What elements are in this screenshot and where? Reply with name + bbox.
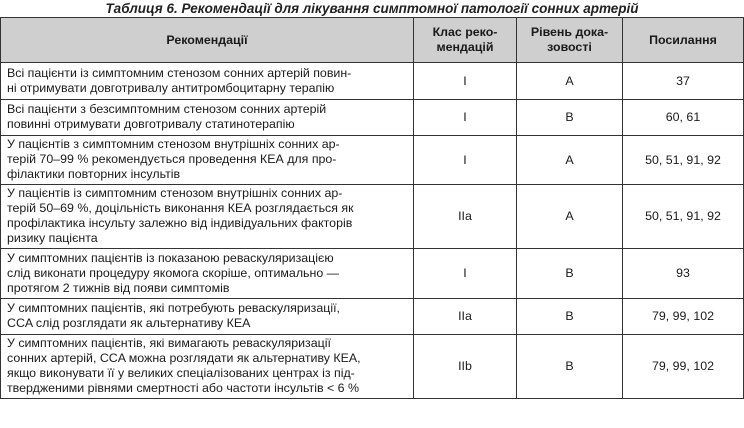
recommendation-class: I <box>414 136 517 185</box>
recommendation-line: ні отримувати довготривалу антитромбоцитарну терапію <box>7 80 335 95</box>
table-caption: Таблиця 6. Рекомендації для лікування симптомної патології сонних артерій <box>105 1 639 16</box>
header-row <box>1 18 744 63</box>
recommendation-line: терій 50–69 %, доцільність виконання КЕА розглядається як <box>7 201 354 215</box>
header-level-line-1: Рівень дока- <box>530 25 609 39</box>
recommendation-text <box>1 136 414 185</box>
evidence-level: B <box>517 335 623 399</box>
header-level <box>517 18 623 63</box>
recommendation-text <box>1 185 414 249</box>
references: 79, 99, 102 <box>623 299 744 335</box>
recommendation-line: У симптомних пацієнтів, які вимагають реваскуляризації <box>7 336 331 350</box>
header-class-line-2: мендацій <box>436 40 494 54</box>
recommendation-text <box>1 249 414 299</box>
evidence-level: B <box>517 299 623 335</box>
recommendation-line: У симптомних пацієнтів із показаною реваскуляризацією <box>7 250 334 265</box>
evidence-level: A <box>517 136 623 185</box>
recommendation-line: якщо виконувати її у великих спеціалізованих центрах із під- <box>7 366 355 380</box>
recommendation-text <box>1 299 414 335</box>
recommendation-line: У симптомних пацієнтів, які потребують реваскуляризації, <box>7 301 340 315</box>
recommendations-table <box>0 17 744 399</box>
header-recommendations: Рекомендації <box>1 18 414 63</box>
table-row <box>1 136 744 185</box>
recommendation-line: Всі пацієнти з безсимптомним стенозом сонних артерій <box>7 102 327 116</box>
evidence-level: B <box>517 249 623 299</box>
table-header <box>1 18 744 63</box>
table-row <box>1 249 744 299</box>
recommendation-text <box>1 335 414 399</box>
recommendation-line: повинні отримувати довготривалу статинотерапію <box>7 117 295 131</box>
recommendation-class: I <box>414 100 517 136</box>
evidence-level: B <box>517 100 623 136</box>
header-class-line-1: Клас реко- <box>432 25 498 39</box>
recommendation-class: I <box>414 249 517 299</box>
table-row <box>1 185 744 249</box>
references: 60, 61 <box>623 100 744 136</box>
recommendation-line: протягом 2 тижнів від появи симптомів <box>7 280 230 295</box>
header-level-line-2: зовості <box>547 40 592 54</box>
table-row <box>1 63 744 100</box>
references: 37 <box>623 63 744 100</box>
recommendation-class: IIa <box>414 185 517 249</box>
recommendation-line: профілактика інсульту залежно від індивідуальних факторів <box>7 216 353 230</box>
references: 50, 51, 91, 92 <box>623 185 744 249</box>
evidence-level: A <box>517 63 623 100</box>
table-row <box>1 100 744 136</box>
table-body <box>1 63 744 399</box>
references: 50, 51, 91, 92 <box>623 136 744 185</box>
recommendation-text <box>1 63 414 100</box>
recommendation-line: сонних артерій, CCA можна розглядати як альтернативу КЕА, <box>7 351 361 365</box>
recommendation-line: У пацієнтів з симптомним стенозом внутрішніх сонних ар- <box>7 137 340 151</box>
references: 93 <box>623 249 744 299</box>
recommendation-line: твердженими рівнями смертності або частоти інсультів < 6 % <box>7 381 359 395</box>
table-row <box>1 299 744 335</box>
recommendation-line: слід виконати процедуру якомога скоріше, оптимально — <box>7 265 340 280</box>
recommendation-class: IIa <box>414 299 517 335</box>
recommendation-class: I <box>414 63 517 100</box>
recommendation-line: У пацієнтів із симптомним стенозом внутрішніх сонних ар- <box>7 186 343 200</box>
recommendation-text <box>1 100 414 136</box>
header-class <box>414 18 517 63</box>
recommendation-line: ризику пацієнта <box>7 231 98 245</box>
recommendation-line: Всі пацієнти із симптомним стенозом сонних артерій повин- <box>7 65 352 80</box>
recommendation-line: терій 70–99 % рекомендується проведення КЕА для про- <box>7 152 337 166</box>
recommendation-class: IIb <box>414 335 517 399</box>
evidence-level: A <box>517 185 623 249</box>
table-row <box>1 335 744 399</box>
header-references: Посилання <box>623 18 744 63</box>
references: 79, 99, 102 <box>623 335 744 399</box>
recommendation-line: філактики повторних інсультів <box>7 167 181 181</box>
recommendation-line: CCA слід розглядати як альтернативу КЕА <box>7 316 251 330</box>
